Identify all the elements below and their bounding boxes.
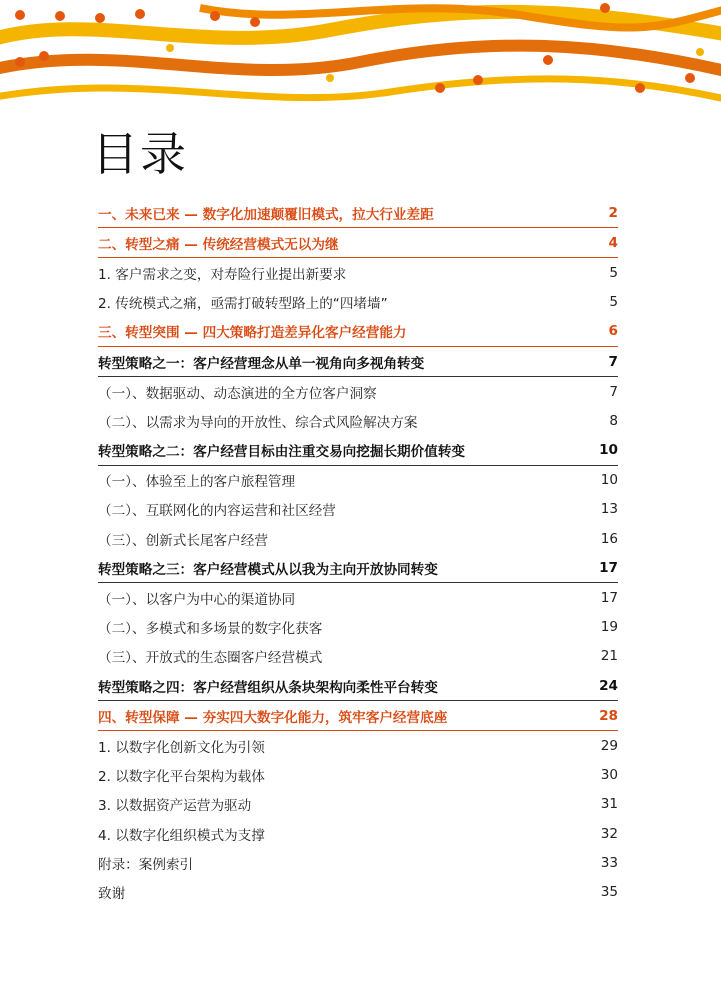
toc-entry-label: 1. 以数字化创新文化为引领 — [98, 739, 265, 756]
toc-entry-label: 转型策略之四：客户经营组织从条块架构向柔性平台转变 — [98, 679, 438, 696]
toc-entry-page: 4 — [608, 234, 618, 251]
toc-entry[interactable] — [98, 436, 618, 466]
toc-entry-label: 转型策略之二：客户经营目标由注重交易向挖掘长期价值转变 — [98, 444, 466, 461]
toc-entry-page: 31 — [600, 796, 618, 813]
toc-entry[interactable] — [98, 553, 618, 583]
toc-entry-label: （一）、数据驱动、动态演进的全方位客户洞察 — [98, 385, 377, 402]
toc-entry[interactable] — [98, 877, 618, 906]
toc-entry-page: 33 — [600, 854, 618, 871]
toc-entry-label: 3. 以数据资产运营为驱动 — [98, 798, 252, 815]
toc-entry-page: 28 — [599, 707, 618, 724]
toc-entry-label: 二、转型之痛 — 传统经营模式无以为继 — [98, 236, 339, 253]
toc-entry-page: 17 — [600, 590, 618, 607]
toc-entry[interactable] — [98, 495, 618, 524]
toc-entry-label: 三、转型突围 — 四大策略打造差异化客户经营能力 — [98, 325, 407, 342]
toc-entry-label: （三）、创新式长尾客户经营 — [98, 532, 268, 549]
toc-entry-label: 1. 客户需求之变，对寿险行业提出新要求 — [98, 266, 347, 283]
toc-entry-label: 2. 传统模式之痛，亟需打破转型路上的“四堵墙” — [98, 296, 388, 313]
toc-entry-page: 5 — [609, 264, 618, 281]
toc-entry-page: 7 — [609, 383, 618, 400]
toc-entry-label: 附录：案例索引 — [98, 856, 194, 873]
toc-entry[interactable] — [98, 228, 618, 258]
toc-entry-page: 32 — [600, 825, 618, 842]
toc-entry[interactable] — [98, 790, 618, 819]
toc-entry[interactable] — [98, 347, 618, 377]
toc-entry-label: 转型策略之三：客户经营模式从以我为主向开放协同转变 — [98, 561, 438, 578]
toc-entry[interactable] — [98, 524, 618, 553]
toc-entry[interactable] — [98, 317, 618, 347]
toc-entry-label: 转型策略之一：客户经营理念从单一视角向多视角转变 — [98, 355, 425, 372]
table-of-contents — [98, 198, 618, 907]
toc-entry[interactable] — [98, 583, 618, 612]
toc-entry-label: （一）、以客户为中心的渠道协同 — [98, 592, 296, 609]
toc-entry[interactable] — [98, 377, 618, 406]
toc-entry-label: （二）、以需求为导向的开放性、综合式风险解决方案 — [98, 414, 418, 431]
toc-entry-label: 四、转型保障 — 夯实四大数字化能力，筑牢客户经营底座 — [98, 709, 448, 726]
toc-entry[interactable] — [98, 288, 618, 317]
toc-entry[interactable] — [98, 258, 618, 287]
toc-entry[interactable] — [98, 613, 618, 642]
toc-entry-label: （二）、互联网化的内容运营和社区经营 — [98, 503, 336, 520]
toc-entry-page: 5 — [609, 294, 618, 311]
toc-entry-page: 24 — [599, 677, 618, 694]
toc-entry-label: （二）、多模式和多场景的数字化获客 — [98, 621, 323, 638]
toc-entry-page: 7 — [608, 353, 618, 370]
toc-entry-page: 17 — [599, 559, 618, 576]
toc-entry-page: 30 — [600, 767, 618, 784]
toc-entry-page: 10 — [600, 472, 618, 489]
toc-entry[interactable] — [98, 671, 618, 701]
toc-entry-label: （一）、体验至上的客户旅程管理 — [98, 474, 296, 491]
toc-entry-page: 19 — [600, 619, 618, 636]
toc-entry[interactable] — [98, 406, 618, 435]
toc-entry[interactable] — [98, 731, 618, 760]
toc-entry-label: 一、未来已来 — 数字化加速颠覆旧模式，拉大行业差距 — [98, 206, 434, 223]
toc-entry-page: 29 — [600, 737, 618, 754]
toc-entry-label: 致谢 — [98, 885, 126, 902]
toc-entry[interactable] — [98, 701, 618, 731]
toc-entry[interactable] — [98, 642, 618, 671]
toc-entry[interactable] — [98, 198, 618, 228]
decorative-wave-banner — [0, 0, 721, 125]
toc-entry-page: 8 — [609, 412, 618, 429]
toc-entry-page: 10 — [599, 442, 618, 459]
page-title: 目录 — [92, 127, 188, 181]
toc-entry-page: 2 — [608, 204, 618, 221]
toc-entry-label: 2. 以数字化平台架构为载体 — [98, 769, 265, 786]
toc-entry-label: 4. 以数字化组织模式为支撑 — [98, 827, 265, 844]
toc-entry[interactable] — [98, 761, 618, 790]
toc-entry[interactable] — [98, 848, 618, 877]
toc-entry-page: 6 — [608, 323, 618, 340]
toc-entry-page: 35 — [600, 883, 618, 900]
toc-entry-page: 16 — [600, 530, 618, 547]
toc-entry-page: 13 — [600, 501, 618, 518]
toc-entry-label: （三）、开放式的生态圈客户经营模式 — [98, 650, 323, 667]
toc-entry[interactable] — [98, 466, 618, 495]
toc-entry-page: 21 — [600, 648, 618, 665]
toc-entry[interactable] — [98, 819, 618, 848]
